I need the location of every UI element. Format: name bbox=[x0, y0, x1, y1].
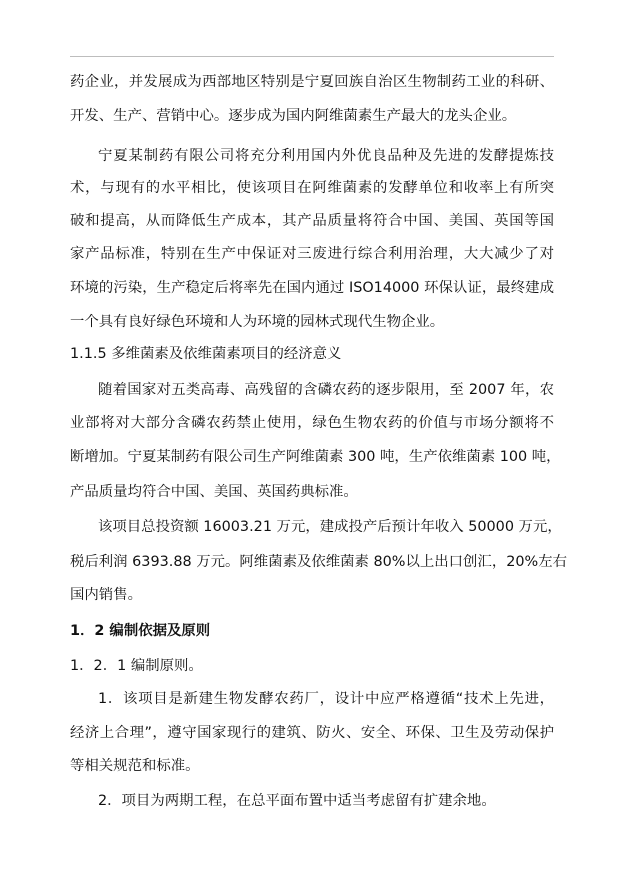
subsection-heading: 1．2．1 编制原则。 bbox=[70, 658, 203, 674]
text-line: 一个具有良好绿色环境和人为环境的园林式现代生物企业。 bbox=[70, 314, 445, 330]
text-line: 破和提高，从而降低生产成本，其产品质量将符合中国、美国、英国等国 bbox=[70, 213, 554, 229]
text-line: 业部将对大部分含磷农药禁止使用，绿色生物农药的价值与市场分额将不 bbox=[70, 415, 554, 431]
list-item-line: 2．项目为两期工程，在总平面布置中适当考虑留有扩建余地。 bbox=[98, 793, 496, 809]
list-item-line: 等相关规范和标准。 bbox=[70, 758, 200, 774]
text-line: 宁夏某制药有限公司将充分利用国内外优良品种及先进的发酵提炼技 bbox=[98, 148, 554, 164]
section-heading: 1.1.5 多维菌素及依维菌素项目的经济意义 bbox=[70, 346, 342, 362]
text-line: 税后利润 6393.88 万元。阿维菌素及依维菌素 80%以上出口创汇，20%左右 bbox=[70, 554, 567, 570]
text-line: 产品质量均符合中国、美国、英国药典标准。 bbox=[70, 484, 358, 500]
text-line: 该项目总投资额 16003.21 万元，建成投产后预计年收入 50000 万元， bbox=[98, 519, 562, 535]
header-rule bbox=[70, 56, 554, 57]
list-item-line: 1．该项目是新建生物发酵农药厂，设计中应严格遵循“技术上先进， bbox=[98, 691, 554, 707]
text-line: 断增加。宁夏某制药有限公司生产阿维菌素 300 吨，生产依维菌素 100 吨， bbox=[70, 449, 561, 465]
text-line: 国内销售。 bbox=[70, 587, 142, 603]
text-line: 随着国家对五类高毒、高残留的含磷农药的逐步限用，至 2007 年，农 bbox=[98, 382, 554, 398]
text-line: 开发、生产、营销中心。逐步成为国内阿维菌素生产最大的龙头企业。 bbox=[70, 108, 517, 124]
text-line: 环境的污染，生产稳定后将率先在国内通过 ISO14000 环保认证，最终建成 bbox=[70, 280, 554, 296]
text-line: 药企业，并发展成为西部地区特别是宁夏回族自治区生物制药工业的科研、 bbox=[70, 74, 554, 90]
text-line: 家产品标准，特别在生产中保证对三废进行综合利用治理，大大减少了对 bbox=[70, 246, 554, 262]
list-item-line: 经济上合理”，遵守国家现行的建筑、防火、安全、环保、卫生及劳动保护 bbox=[70, 725, 554, 741]
section-heading: 1．2 编制依据及原则 bbox=[70, 623, 211, 639]
text-line: 术，与现有的水平相比，使该项目在阿维菌素的发酵单位和收率上有所突 bbox=[70, 180, 554, 196]
